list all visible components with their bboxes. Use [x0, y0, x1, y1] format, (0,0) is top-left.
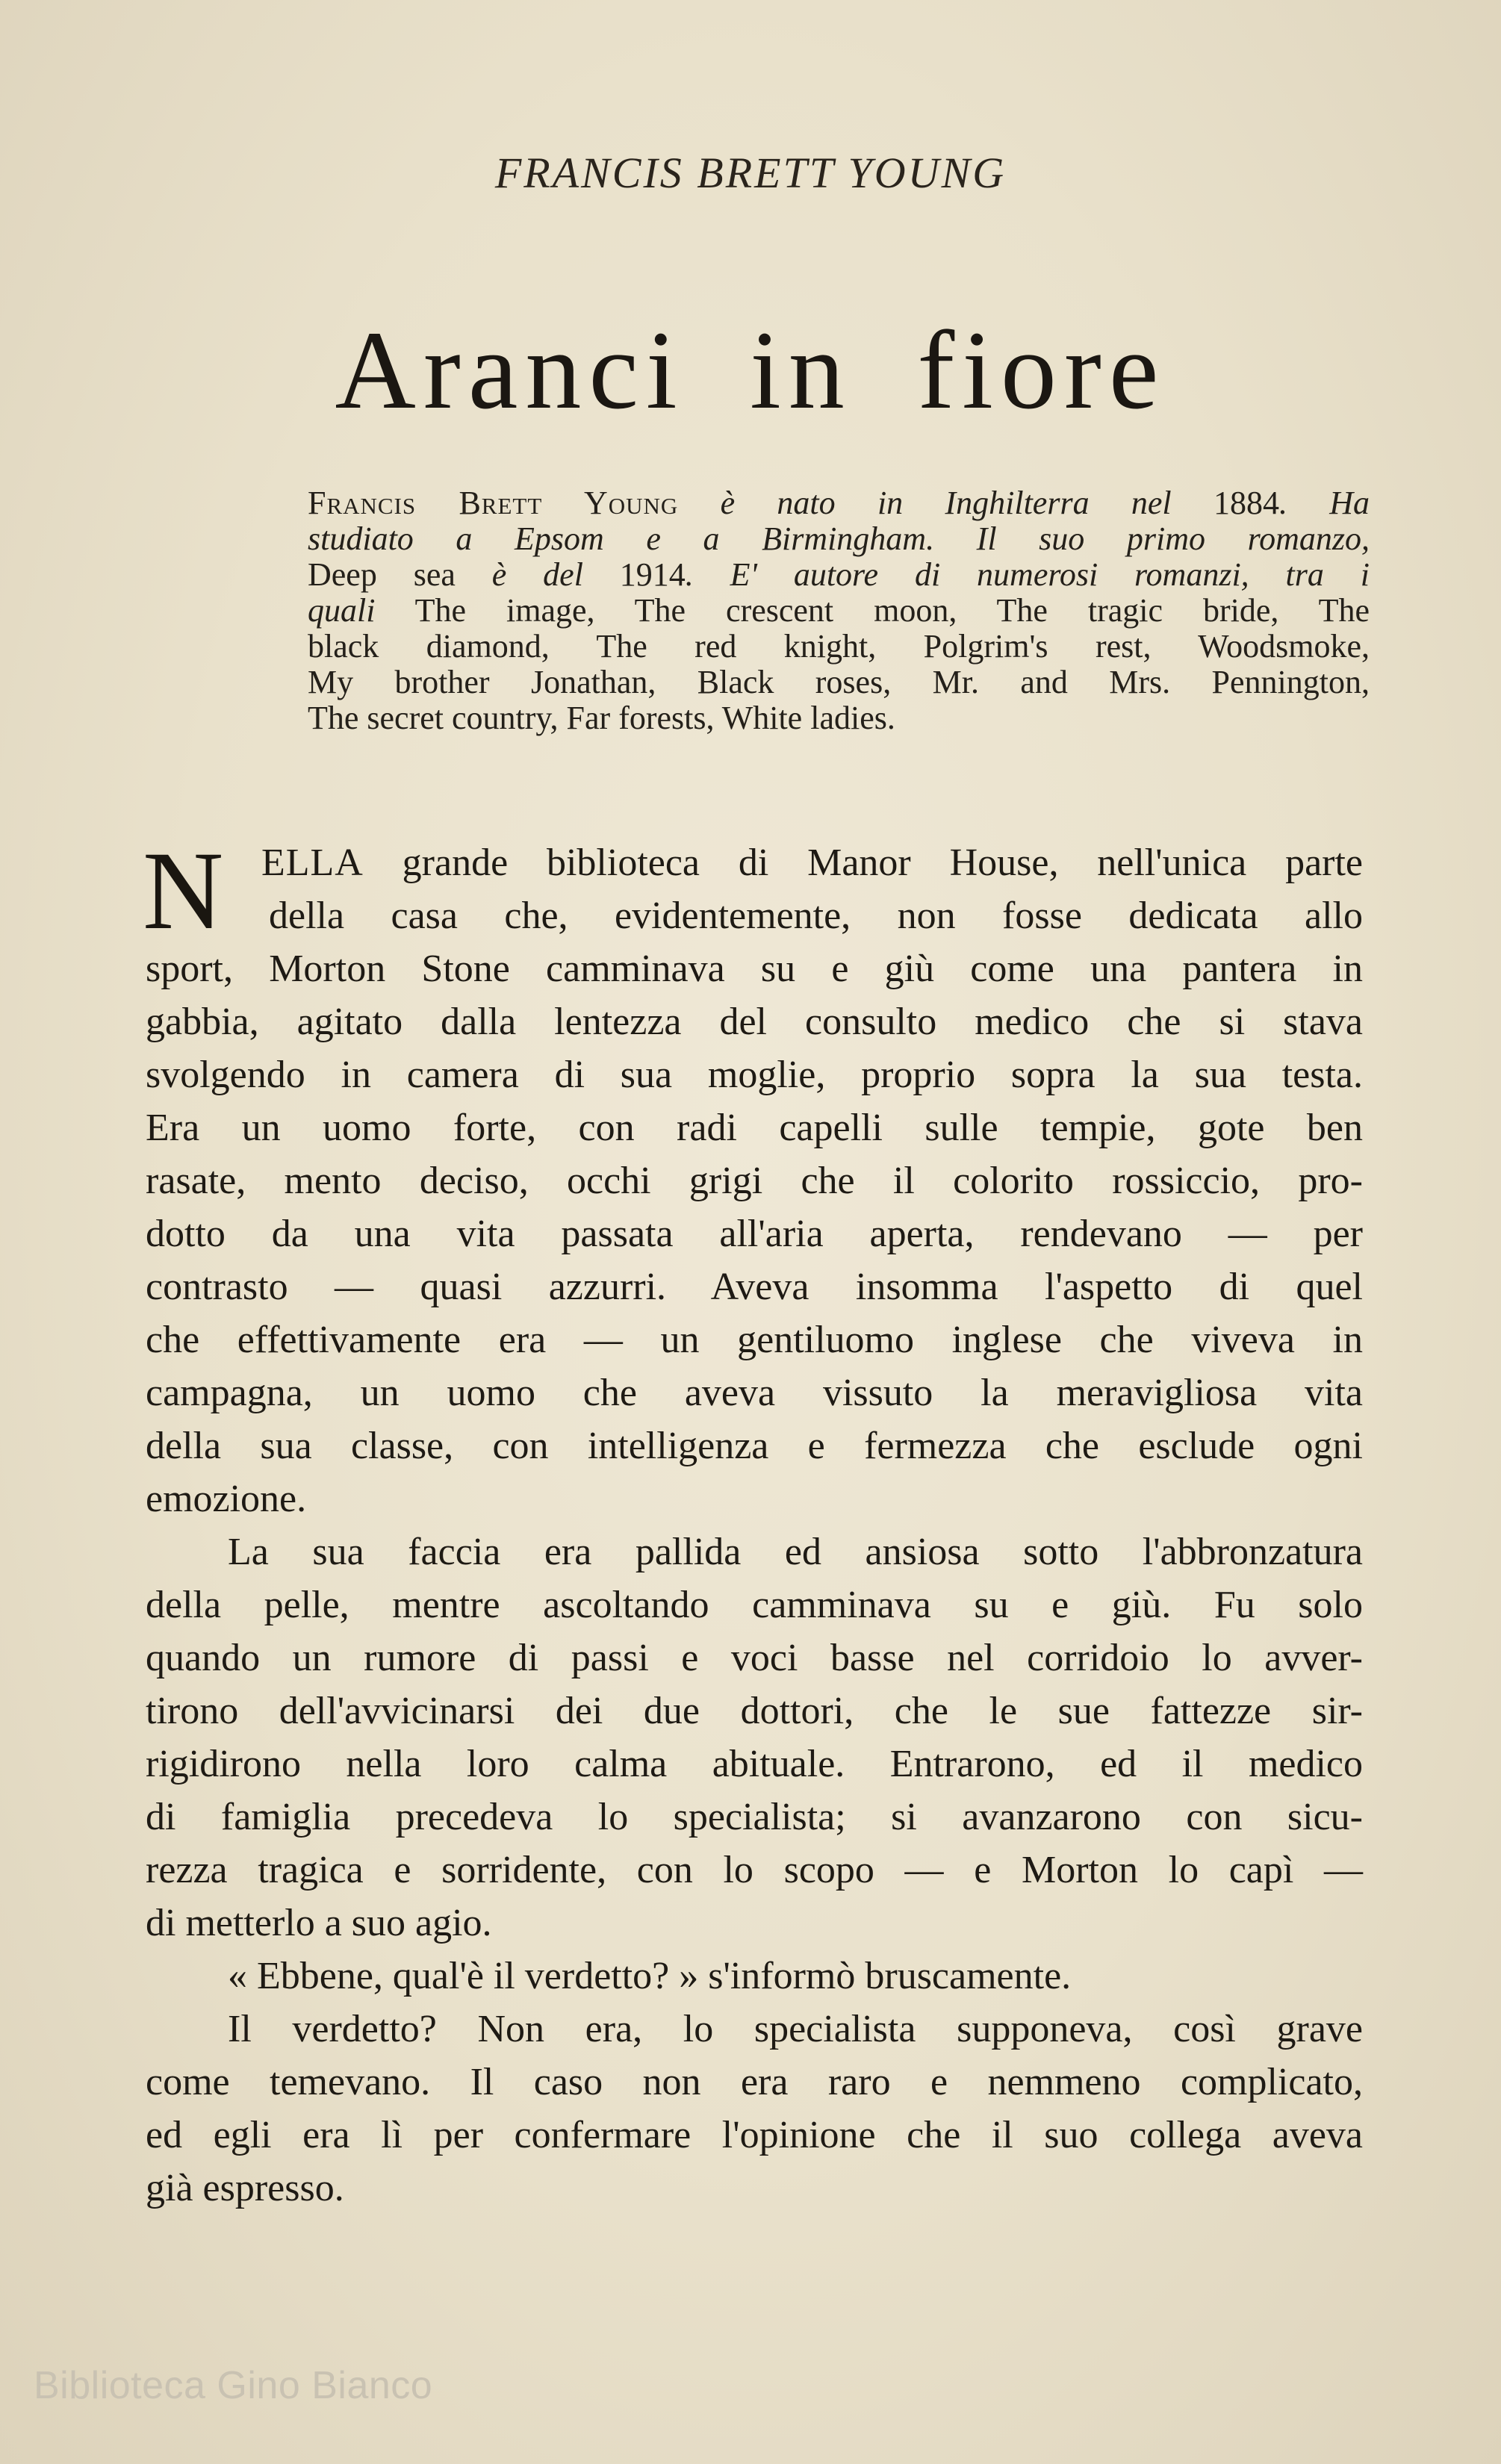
body-line: Il verdetto? Non era, lo specialista supponeva, così grave — [228, 2008, 1363, 2050]
body-line: svolgendo in camera di sua moglie, proprio sopra la sua testa. — [146, 1054, 1363, 1096]
body-line: ed egli era lì per confermare l'opinione che il suo collega aveva — [146, 2114, 1363, 2156]
body-line: come temevano. Il caso non era raro e nemmeno complicato, — [146, 2061, 1363, 2103]
body-line: della pelle, mentre ascoltando camminava su e giù. Fu solo — [146, 1584, 1363, 1626]
body-line: Era un uomo forte, con radi capelli sulle tempie, gote ben — [146, 1107, 1363, 1149]
drop-cap: N — [143, 829, 224, 953]
bio-line: black diamond, The red knight, Polgrim's rest, Woodsmoke, — [308, 628, 1370, 665]
story-body — [143, 829, 1363, 2215]
bio-line: studiato a Epsom e a Birmingham. Il suo primo romanzo, — [308, 520, 1370, 557]
body-line: della casa che, evidentemente, non fosse dedicata allo — [269, 895, 1363, 937]
bio-line: Deep sea è del 1914. E' autore di numerosi romanzi, tra i — [308, 556, 1370, 593]
bio-line: The secret country, Far forests, White ladies. — [308, 700, 895, 736]
body-line: che effettivamente era — un gentiluomo inglese che viveva in — [146, 1319, 1363, 1361]
body-line: già espresso. — [146, 2167, 344, 2209]
body-line: campagna, un uomo che aveva vissuto la meravigliosa vita — [146, 1372, 1363, 1414]
body-line: dotto da una vita passata all'aria aperta, rendevano — per — [146, 1213, 1363, 1255]
body-line: tirono dell'avvicinarsi dei due dottori, che le sue fattezze sir- — [146, 1690, 1363, 1732]
body-line: ELLA grande biblioteca di Manor House, nell'unica parte — [261, 841, 1363, 884]
bio-line: quali The image, The crescent moon, The tragic bride, The — [308, 592, 1370, 629]
bio-line: Francis Brett Young è nato in Inghilterra nel 1884. Ha — [308, 485, 1370, 521]
body-line: di famiglia precedeva lo specialista; si avanzarono con sicu- — [146, 1796, 1363, 1838]
bio-author-name: Francis Brett Young — [308, 485, 679, 521]
body-line: sport, Morton Stone camminava su e giù come una pantera in — [146, 948, 1363, 990]
author-heading: FRANCIS BRETT YOUNG — [494, 149, 1007, 197]
body-line: contrasto — quasi azzurri. Aveva insomma l'aspetto di quel — [146, 1266, 1363, 1308]
author-bio — [308, 485, 1370, 736]
body-line: della sua classe, con intelligenza e fermezza che esclude ogni — [146, 1425, 1363, 1467]
body-line: rigidirono nella loro calma abituale. Entrarono, ed il medico — [146, 1743, 1363, 1785]
story-title: Aranci in fiore — [335, 308, 1166, 432]
body-line: rasate, mento deciso, occhi grigi che il colorito rossiccio, pro- — [146, 1160, 1363, 1202]
body-line: quando un rumore di passi e voci basse nel corridoio lo avver- — [146, 1637, 1363, 1679]
body-line: « Ebbene, qual'è il verdetto? » s'informò bruscamente. — [228, 1955, 1072, 1997]
body-line: rezza tragica e sorridente, con lo scopo — e Morton lo capì — — [146, 1849, 1363, 1891]
body-line: gabbia, agitato dalla lentezza del consulto medico che si stava — [146, 1001, 1363, 1043]
body-line: La sua faccia era pallida ed ansiosa sotto l'abbronzatura — [228, 1531, 1363, 1573]
bio-line: My brother Jonathan, Black roses, Mr. and Mrs. Pennington, — [308, 664, 1370, 700]
body-line: di metterlo a suo agio. — [146, 1902, 492, 1944]
body-line: emozione. — [146, 1478, 307, 1520]
library-watermark: Biblioteca Gino Bianco — [34, 2364, 433, 2407]
